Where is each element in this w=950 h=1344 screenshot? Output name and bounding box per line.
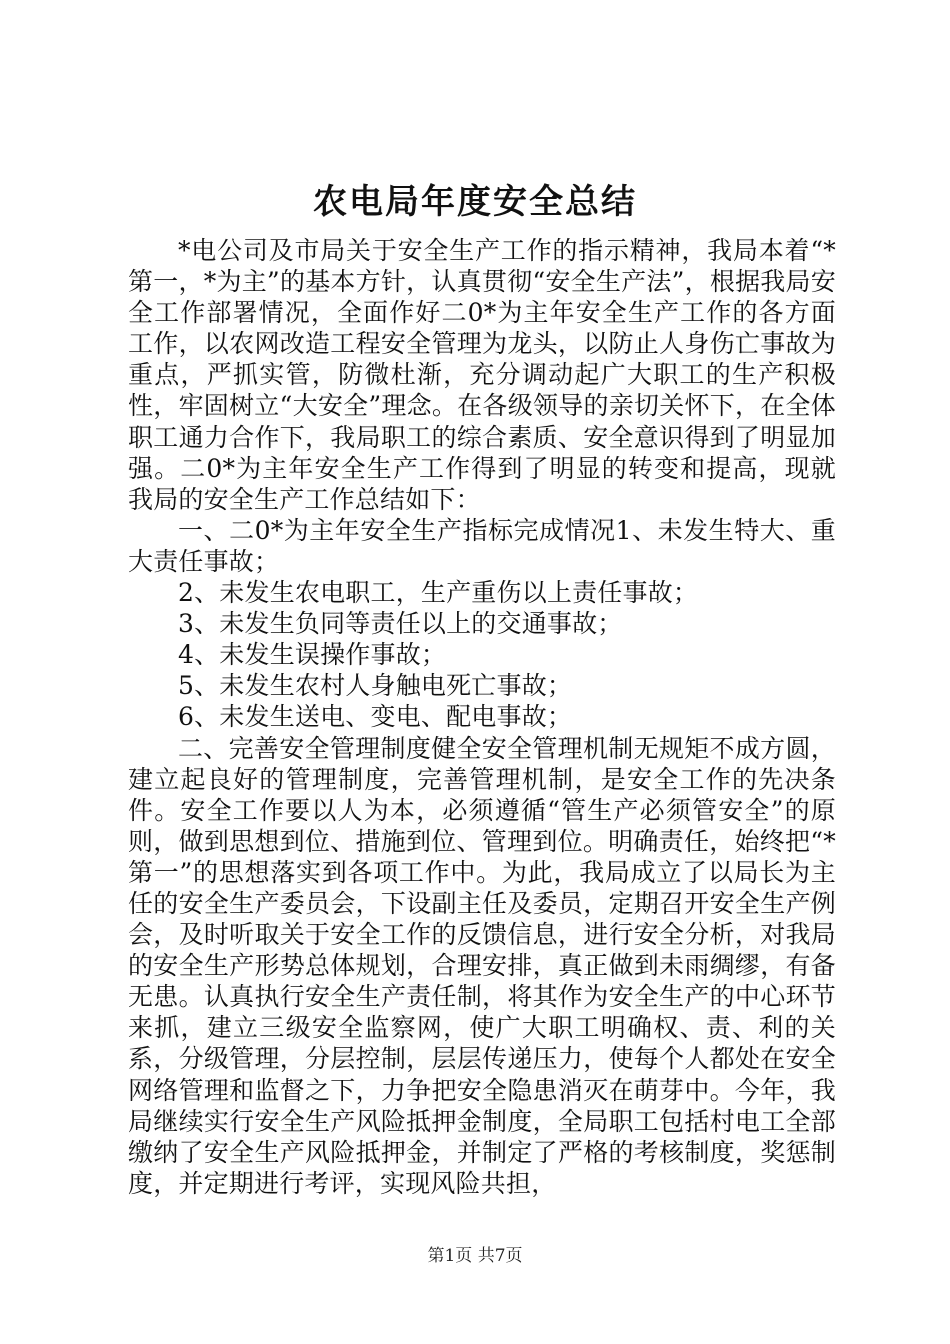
document-body: [128, 235, 836, 1199]
list-item-2: 2、未发生农电职工，生产重伤以上责任事故；: [178, 578, 699, 608]
list-item-5: 5、未发生农村人身触电死亡事故；: [178, 671, 573, 701]
list-item-4: 4、未发生误操作事故；: [178, 640, 447, 670]
list-item-3: 3、未发生负同等责任以上的交通事故；: [178, 609, 623, 639]
paragraph-intro: *电公司及市局关于安全生产工作的指示精神，我局本着“*第一，*为主”的基本方针，认真贯彻“安全生产法”，根据我局安全工作部署情况，全面作好二0*为主年安全生产工作的各方面工作，以农网改造工程安全管理为龙头，以防止人身伤亡事故为重点，严抓实管，防微杜渐，充分调动起广大职工的生产积极性，牢固树立“大安全”理念。在各级领导的亲切关怀下，在全体职工通力合作下，我局职工的综合素质、安全意识得到了明显加强。二0*为主年安全生产工作得到了明显的转变和提高，现就我局的安全生产工作总结如下：: [128, 236, 836, 514]
list-item-6: 6、未发生送电、变电、配电事故；: [178, 702, 573, 732]
page-footer: 第1页 共7页: [427, 1246, 523, 1266]
paragraph-section-2: 二、完善安全管理制度健全安全管理机制无规矩不成方圆，建立起良好的管理制度，完善管理机制，是安全工作的先决条件。安全工作要以人为本，必须遵循“管生产必须管安全”的原则，做到思想到位、措施到位、管理到位。明确责任，始终把“*第一”的思想落实到各项工作中。为此，我局成立了以局长为主任的安全生产委员会，下设副主任及委员，定期召开安全生产例会，及时听取关于安全工作的反馈信息，进行安全分析，对我局的安全生产形势总体规划，合理安排，真正做到未雨绸缪，有备无患。认真执行安全生产责任制，将其作为安全生产的中心环节来抓，建立三级安全监察网，使广大职工明确权、责、利的关系，分级管理，分层控制，层层传递压力，使每个人都处在安全网络管理和监督之下，力争把安全隐患消灭在萌芽中。今年，我局继续实行安全生产风险抵押金制度，全局职工包括村电工全部缴纳了安全生产风险抵押金，并制定了严格的考核制度，奖惩制度，并定期进行考评，实现风险共担，: [128, 733, 836, 1198]
paragraph-section-1-heading: 一、二0*为主年安全生产指标完成情况1、未发生特大、重大责任事故；: [128, 515, 836, 576]
page-title: 农电局年度安全总结: [313, 182, 637, 222]
